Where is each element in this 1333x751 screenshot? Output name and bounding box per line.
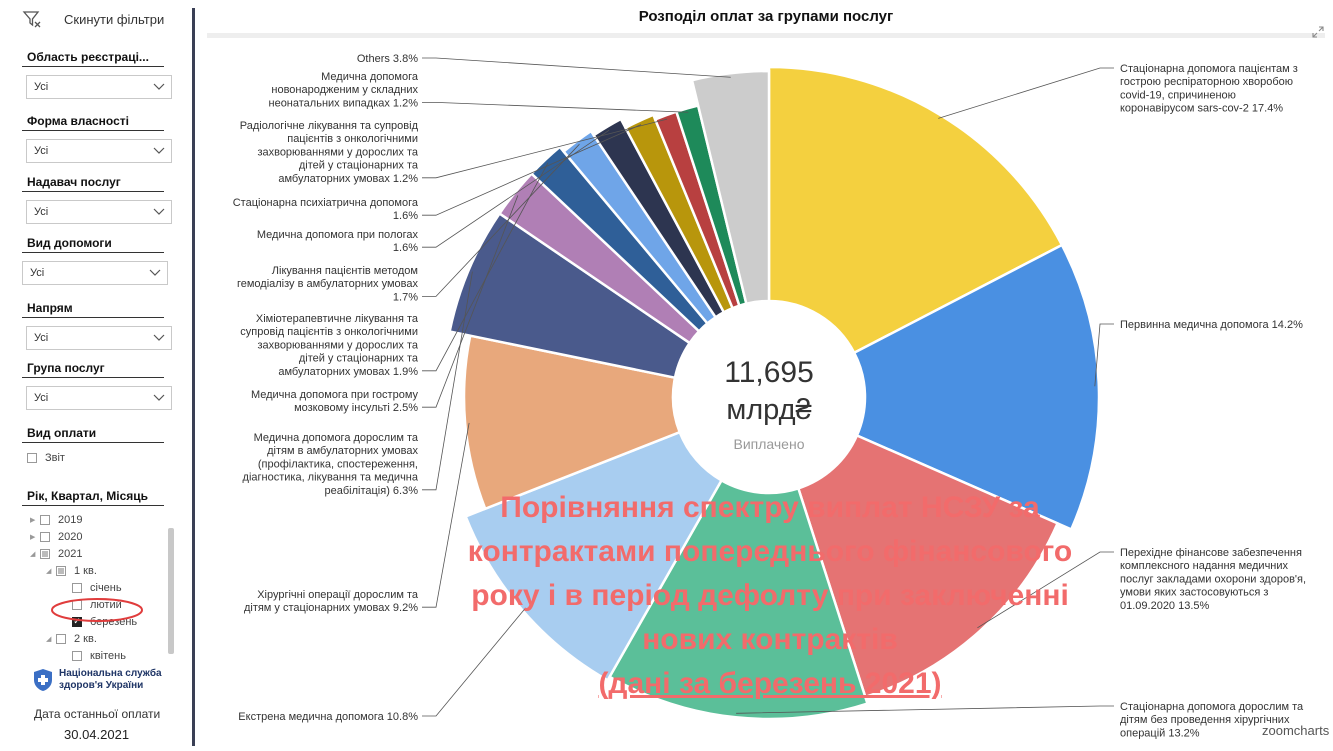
slice-label: 1.6% [392,242,418,255]
slice-label: 1.7% [392,291,418,304]
slice-label: Медична допомога дорослим та [253,432,418,444]
expander-icon[interactable]: ◢ [46,567,52,575]
slice-label: Радіологічне лікування та супровід [239,120,418,132]
slice-label: дітей у стаціонарних та [298,352,418,365]
period-label: березень [90,615,138,628]
slice-label: операцій 13.2% [1120,727,1200,740]
slice-label: пацієнтів з онкологічними [287,133,418,146]
dropdown-value: Усі [34,206,49,218]
slicer-title: Напрям [22,301,164,318]
last-payment-date: 30.04.2021 [64,727,130,742]
expander-icon[interactable]: ◢ [46,635,52,643]
expander-icon[interactable]: ▶ [30,533,36,541]
label-leader-line [422,102,688,112]
slice-label: захворюваннями у дорослих та [257,146,418,159]
slice-label: Хіміотерапевтичне лікування та [255,313,418,325]
slice-label: Первинна медична допомога 14.2% [1120,319,1303,331]
period-label: 2 кв. [74,632,97,645]
slice-label: Стаціонарна допомога дорослим та [1120,701,1304,713]
reset-filters-label: Скинути фільтри [64,11,165,27]
slice-label: коронавірусом sars-cov-2 17.4% [1120,102,1284,115]
slice-label: реабілітація) 6.3% [324,484,418,497]
slice-label: Медична допомога при гострому [250,389,418,401]
slice-label: новонародженим у складних [271,84,418,97]
option-label: Звіт [45,451,65,464]
period-label: 2020 [58,530,83,543]
slice-label: дітей у стаціонарних та [298,159,418,172]
slice-label: неонатальних випадках 1.2% [268,97,418,110]
overlay-line: року і в період дефолту при заключенні [471,579,1069,612]
overlay-line: контрактами попереднього фінансового [467,535,1073,568]
slicer-title: Форма власності [22,114,164,131]
overlay-line: Порівняння спектру виплат НСЗУ за [500,491,1040,524]
center-total-unit: млрд₴ [726,394,812,426]
slice-label: Перехідне фінансове забезпечення [1120,547,1302,559]
slice-label: амбулаторних умовах 1.9% [278,365,418,378]
slice-label: Others 3.8% [356,53,418,65]
logo-line-2: здоров'я України [59,680,144,691]
slice-label: Екстрена медична допомога 10.8% [238,711,418,723]
slice-label: Медична допомога [321,71,418,83]
slice-label: умови яких застосовуються з [1120,586,1269,599]
label-leader-line [938,68,1114,118]
slice-label: гострою респіраторною хворобою [1120,76,1293,89]
chart-title: Розподіл оплат за групами послуг [638,8,894,25]
slice-label: covid-19, спричиненою [1120,89,1236,102]
slicer-title: Надавач послуг [22,175,164,192]
slice-label: (профілактика, спостереження, [257,458,418,471]
slice-label: дітям без проведення хірургічних [1120,714,1290,727]
slicer-title: Вид допомоги [22,236,164,253]
last-payment-label: Дата останньої оплати [34,707,161,721]
slice-label: Лікування пацієнтів методом [271,265,418,277]
dropdown-value: Усі [34,145,49,157]
expander-icon[interactable]: ▶ [30,516,36,524]
dropdown-value: Усі [34,81,49,93]
center-total-value: 11,695 [724,356,814,389]
slice-label: Стаціонарна допомога пацієнтам з [1120,63,1298,75]
slicer-title: Область реєстраці... [22,50,164,67]
slice-label: послуг закладами охорони здоров'я, [1120,573,1307,586]
slice-label: амбулаторних умовах 1.2% [278,172,418,185]
slice-label: гемодіалізу в амбулаторних умовах [236,278,418,291]
slicer-title: Рік, Квартал, Місяць [22,489,164,506]
period-label: лютий [90,598,122,611]
dropdown-value: Усі [34,332,49,344]
slice-label: Стаціонарна психіатрична допомога [232,197,418,209]
dropdown-value: Усі [30,267,45,279]
slicer-title: Група послуг [22,361,164,378]
slice-label: 1.6% [392,210,418,223]
expander-icon[interactable]: ◢ [30,550,36,558]
slice-label: дітям у стаціонарних умовах 9.2% [243,602,418,615]
period-label: 2019 [58,513,83,526]
period-label: січень [90,581,122,594]
slice-label: 01.09.2020 13.5% [1120,599,1210,612]
slice-label: захворюваннями у дорослих та [257,339,418,352]
slice-label: Хірургічні операції дорослим та [257,589,418,601]
slicer-title: Вид оплати [22,426,164,443]
center-caption: Виплачено [733,436,805,452]
period-label: квітень [90,649,126,662]
zoomcharts-brand: zoomcharts [1262,723,1330,738]
slice-label: дітям в амбулаторних умовах [267,445,418,458]
logo-line-1: Національна служба [59,668,162,679]
overlay-line: нових контрактів [642,623,898,656]
slice-label: Медична допомога при пологах [256,229,418,241]
period-label: 1 кв. [74,564,97,577]
slice-label: діагностика, лікування та медична [242,471,418,484]
dropdown-value: Усі [34,392,49,404]
overlay-annotation [420,486,1120,706]
slice-label: мозковому інсульті 2.5% [294,402,418,415]
slice-label: супровід пацієнтів з онкологічними [240,326,418,339]
overlay-line: (дані за березень 2021) [598,667,942,700]
period-label: 2021 [58,547,83,560]
slice-label: комплексного надання медичних [1120,560,1289,573]
label-leader-line [422,58,731,77]
